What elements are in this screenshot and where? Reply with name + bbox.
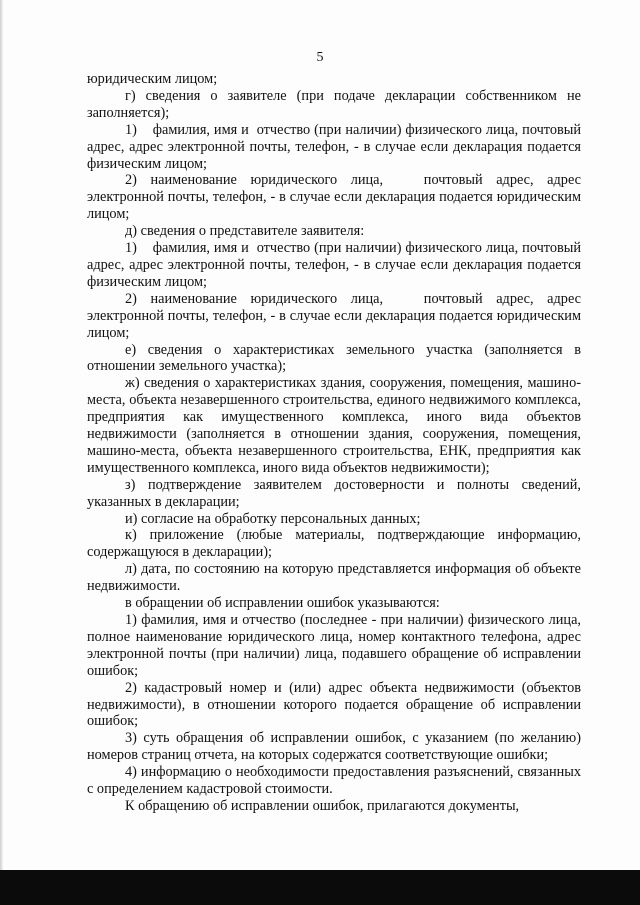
paragraph-10: и) согласие на обработку персональных данных; — [125, 510, 421, 527]
paragraph-15: 2) кадастровый номер и (или) адрес объекта недвижимости (объектов недвижимости), в отношении которого подается обращение об исправлении ошибок; — [87, 679, 581, 730]
paragraph-4: д) сведения о представителе заявителя: — [125, 223, 365, 240]
paragraph-0: юридическим лицом; — [87, 71, 218, 87]
paragraph-3: 2) наименование юридического лица, почтовый адрес, адрес электронной почты, телефон, - в случае если декларация подается юридическим лицом; — [87, 172, 581, 223]
paragraph-1: г) сведения о заявителе (при подаче декларации собственником не заполняется); — [87, 87, 581, 121]
paragraph-2: 1) фамилия, имя и отчество (при наличии) физического лица, почтовый адрес, адрес электронной почты, телефон, - в случае если декларация подается физическим лицом; — [87, 121, 581, 172]
paragraph-13: в обращении об исправлении ошибок указываются: — [125, 595, 440, 612]
body-text — [87, 71, 581, 815]
paragraph-5: 1) фамилия, имя и отчество (при наличии) физического лица, почтовый адрес, адрес электронной почты, телефон, - в случае если декларация подается физическим лицом; — [87, 240, 581, 290]
paragraph-12: л) дата, по состоянию на которую представляется информация об объекте недвижимости. — [87, 561, 581, 595]
paragraph-11: к) приложение (любые материалы, подтверждающие информацию, содержащуюся в декларации); — [87, 527, 581, 561]
paragraph-17: 4) информацию о необходимости предоставления разъяснений, связанных с определением кадастровой стоимости. — [87, 764, 581, 798]
paragraph-18: К обращению об исправлении ошибок, прилагаются документы, — [125, 797, 520, 814]
paragraph-7: е) сведения о характеристиках земельного участка (заполняется в отношении земельного участка); — [87, 341, 581, 375]
scan-bottom-border — [0, 870, 640, 905]
paragraph-8: ж) сведения о характеристиках здания, сооружения, помещения, машино-места, объекта незавершенного строительства, единого недвижимого комплекса, предприятия как имущественного комплекса, иного вида объектов недвижимости (заполняется в отношении здания, сооружения, помещения, машино-места, объекта незавершенного строительства, ЕНК, предприятия как имущественного комплекса, иного вида объектов недвижимости); — [87, 375, 581, 476]
paragraph-9: з) подтверждение заявителем достоверности и полноты сведений, указанных в декларации; — [87, 476, 581, 510]
paragraph-14: 1) фамилия, имя и отчество (последнее - при наличии) физического лица, полное наименование юридического лица, номер контактного телефона, адрес электронной почты (при наличии) лица, подавшего обращение об исправлении ошибок; — [87, 612, 581, 679]
paragraph-6: 2) наименование юридического лица, почтовый адрес, адрес электронной почты, телефон, - в случае если декларация подается юридическим лицом; — [87, 290, 581, 341]
paragraph-16: 3) суть обращения об исправлении ошибок, с указанием (по желанию) номеров страниц отчета, на которых содержатся соответствующие ошибки; — [87, 730, 581, 764]
page-number: 5 — [316, 50, 324, 65]
scan-edge — [0, 0, 3, 870]
